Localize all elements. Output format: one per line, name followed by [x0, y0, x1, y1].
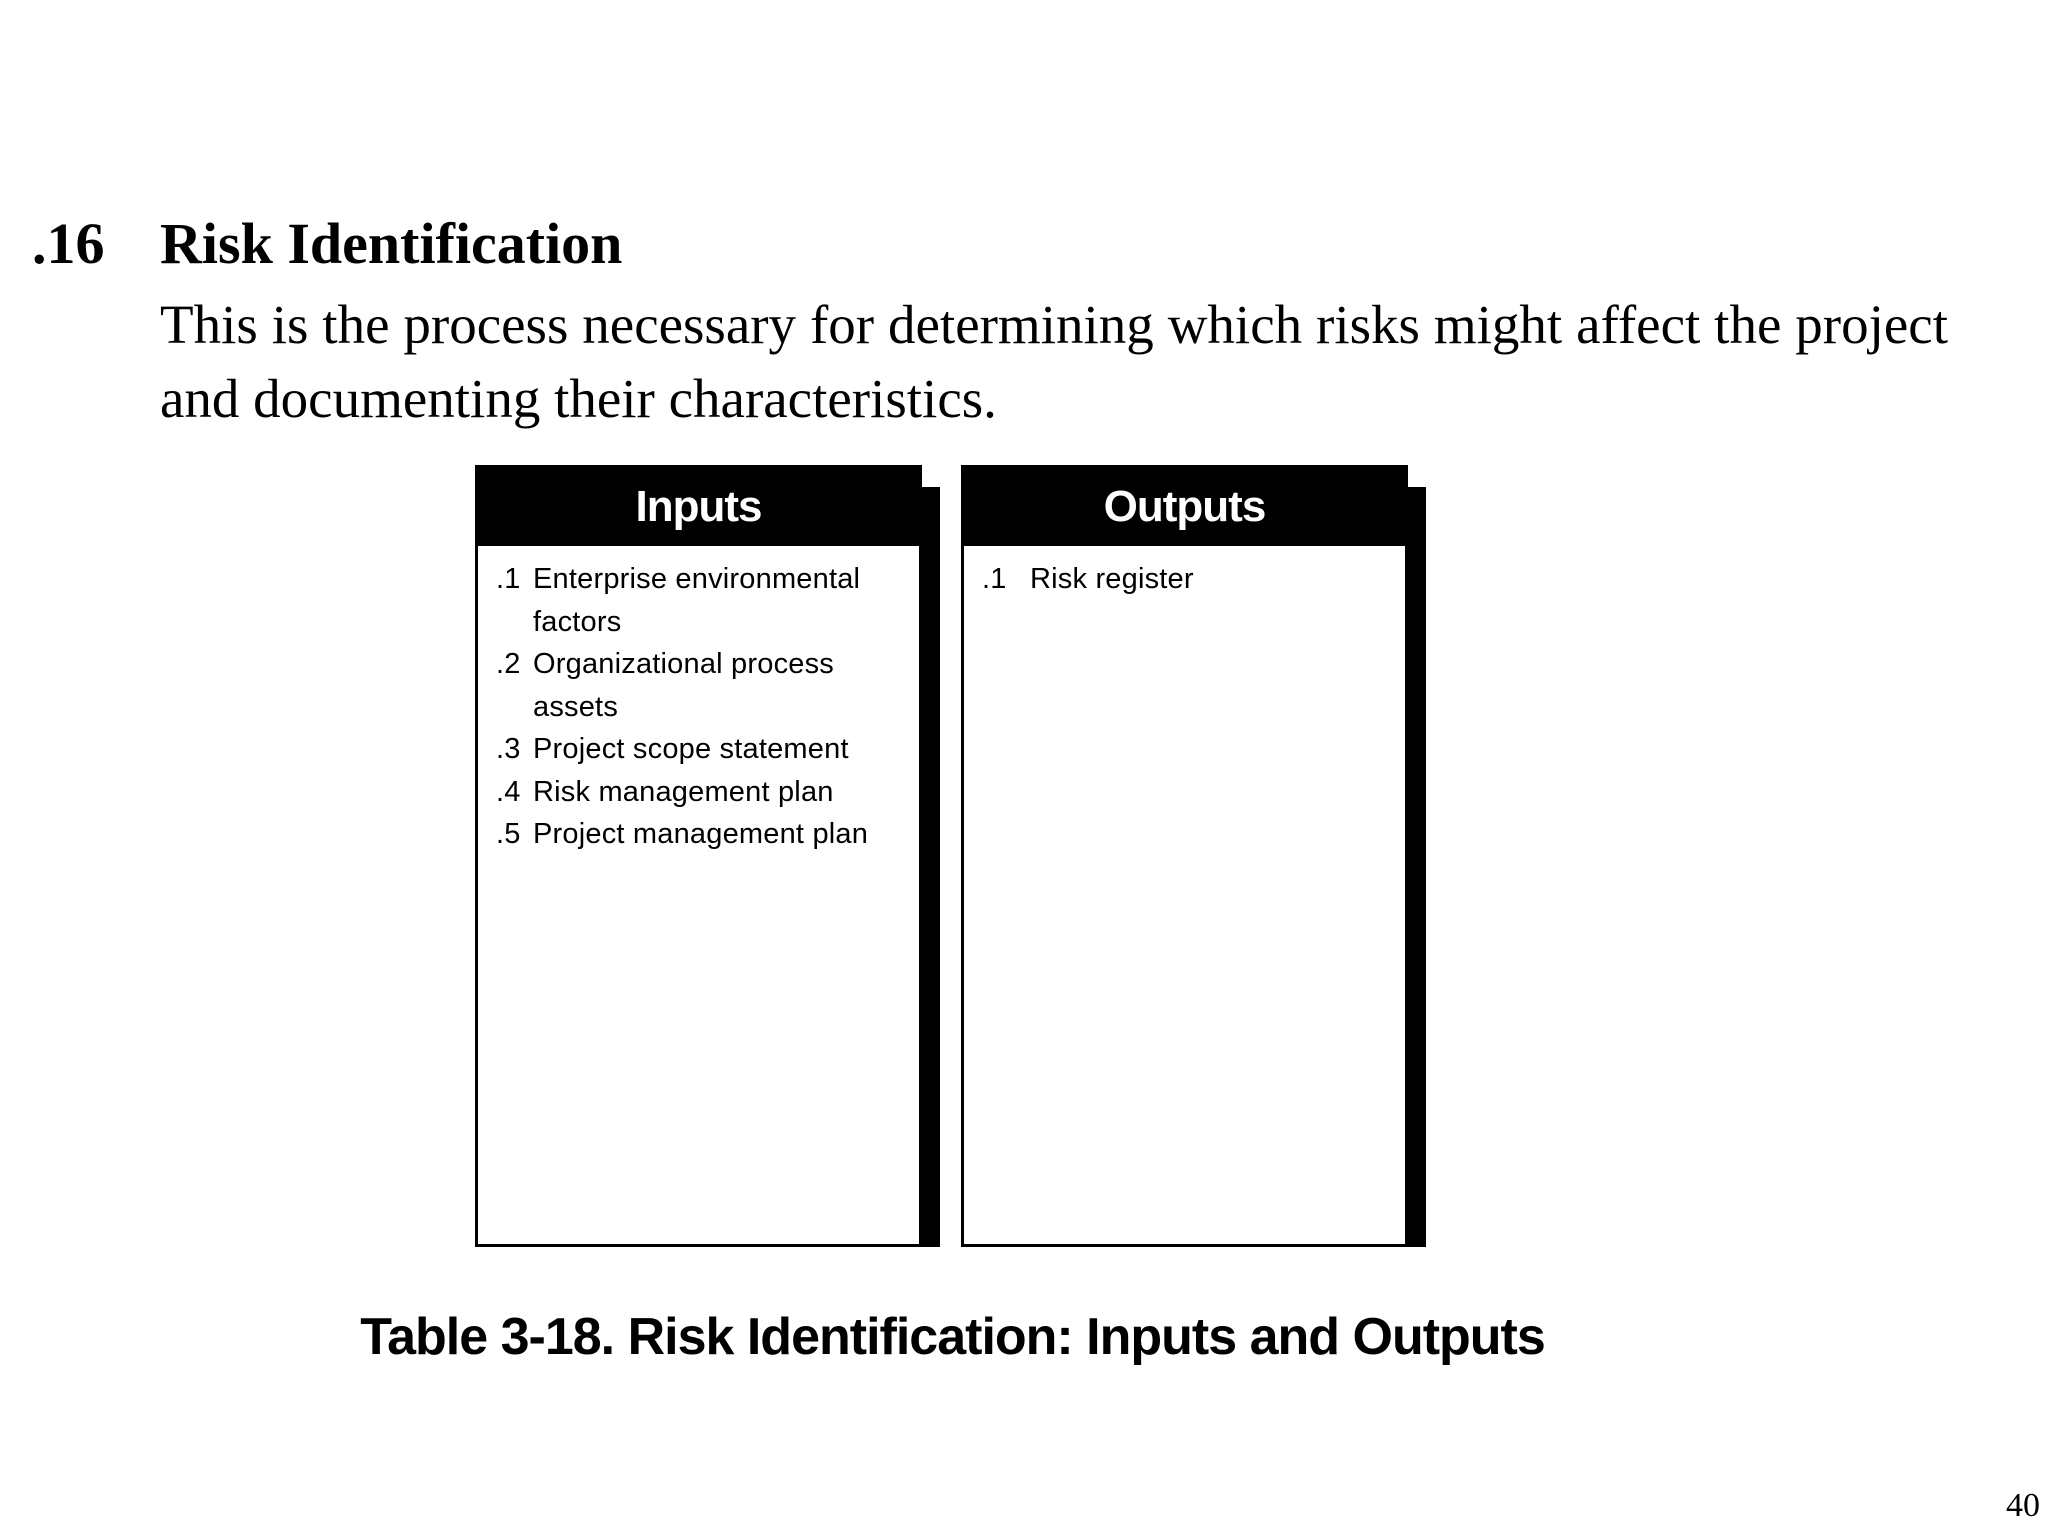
page-number: 40	[2006, 1487, 2040, 1524]
inputs-panel	[475, 465, 940, 1247]
item-number: .1	[496, 563, 521, 595]
item-number: .3	[496, 733, 521, 765]
inputs-header: Inputs	[478, 468, 919, 546]
item-text: Organizational process assets	[533, 648, 834, 723]
list-item	[496, 558, 909, 643]
item-text: Enterprise environmental factors	[533, 563, 861, 638]
list-item	[496, 643, 909, 728]
list-item	[982, 558, 1395, 601]
section-description: This is the process necessary for determining which risks might affect the project and documenting their characteristics.	[160, 294, 1948, 429]
item-number: .4	[496, 775, 521, 808]
item-text: Risk management plan	[533, 775, 834, 808]
item-text: Project scope statement	[533, 733, 849, 765]
section-number: .16	[32, 211, 105, 276]
list-item	[496, 813, 909, 856]
inputs-list	[478, 546, 919, 856]
inputs-panel-box	[475, 465, 922, 1247]
item-text: Risk register	[1030, 563, 1194, 595]
outputs-panel	[961, 465, 1426, 1247]
item-number: .2	[496, 648, 521, 680]
list-item	[496, 771, 909, 814]
outputs-header: Outputs	[964, 468, 1405, 546]
outputs-list	[964, 546, 1405, 601]
item-number: .1	[982, 563, 1007, 595]
item-number: .5	[496, 818, 521, 850]
item-text: Project management plan	[533, 818, 869, 850]
outputs-panel-box	[961, 465, 1408, 1247]
list-item	[496, 728, 909, 771]
section-title: Risk Identification	[160, 211, 623, 276]
table-caption: Table 3-18. Risk Identification: Inputs and Outputs	[360, 1308, 1545, 1366]
